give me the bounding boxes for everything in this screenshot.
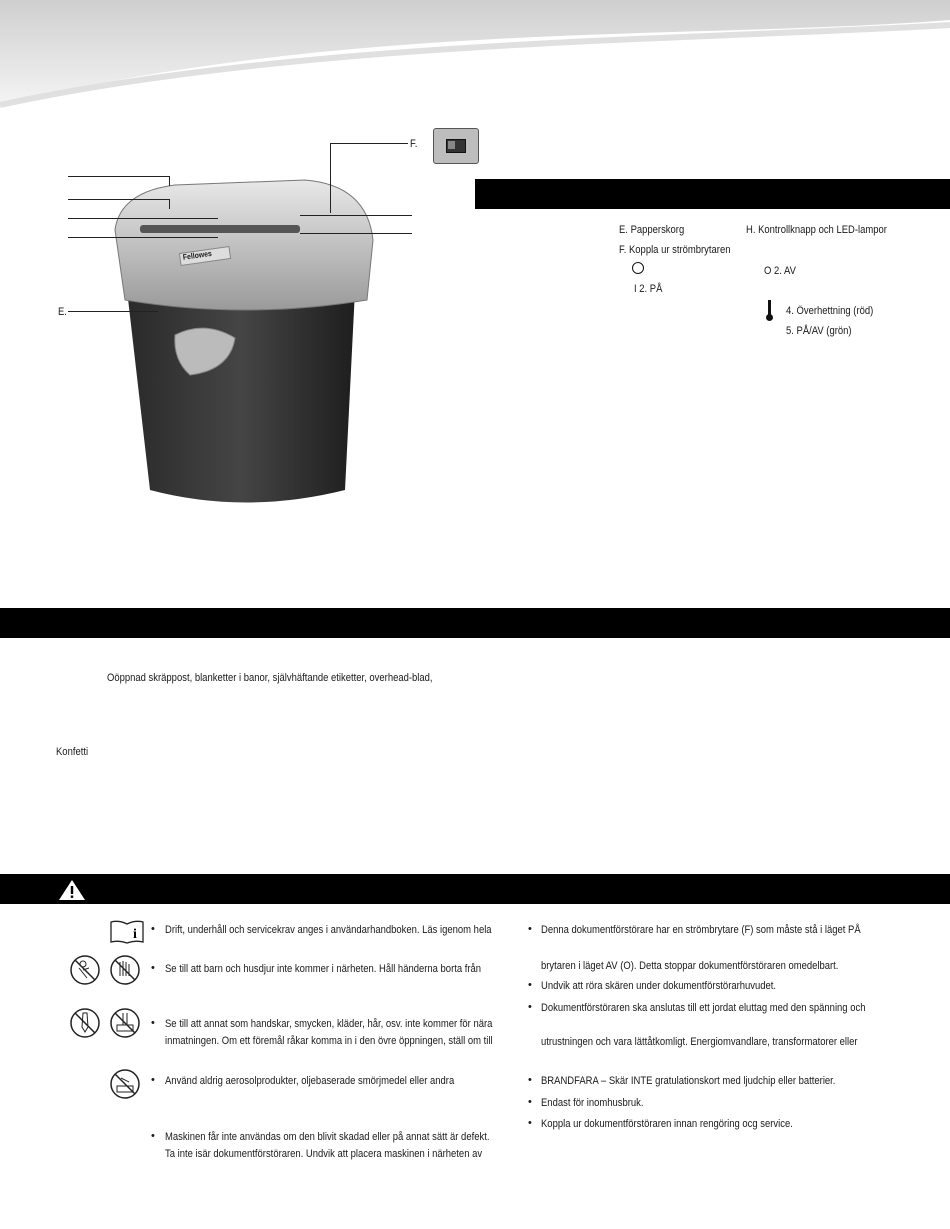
- safety-left-3: Se till att annat som handskar, smycken, kläder, hår, osv. inte kommer för nära: [165, 1018, 493, 1030]
- safety-left-1: Drift, underhåll och servicekrav anges i användarhandboken. Läs igenom hela: [165, 924, 492, 936]
- brand-logo-text: Fellowes: [182, 248, 213, 262]
- part-e-text: E. Papperskorg: [619, 224, 685, 236]
- power-switch-icon: [433, 128, 479, 164]
- safety-left-5b: Ta inte isär dokumentförstöraren. Undvik att placera maskinen i närheten av: [165, 1148, 483, 1160]
- safety-left-3b: inmatningen. Om ett föremål råkar komma in i den övre öppningen, ställ om till: [165, 1035, 493, 1047]
- safety-right-5: Endast för inomhusbruk.: [541, 1097, 644, 1109]
- shreds-text: Oöppnad skräppost, blanketter i banor, självhäftande etiketter, overhead-blad,: [107, 672, 433, 684]
- safety-right-4: BRANDFARA – Skär INTE gratulationskort med ljudchip eller batterier.: [541, 1075, 836, 1087]
- svg-text:i: i: [133, 927, 137, 942]
- capabilities-heading-bar: [0, 608, 950, 638]
- safety-right-3: Dokumentförstöraren ska anslutas till ett jordat eluttag med den spänning och: [541, 1002, 866, 1014]
- no-ties-icon: [69, 1007, 101, 1039]
- callout-label-e: E.: [58, 306, 67, 318]
- no-aerosol-icon: [109, 1068, 141, 1100]
- callout-label-f: F.: [410, 138, 418, 150]
- cut-type-text: Konfetti: [56, 746, 89, 758]
- warning-icon: [58, 879, 86, 901]
- part-h-off-text: O 2. AV: [764, 265, 796, 277]
- no-hands-icon: [109, 954, 141, 986]
- safety-left-2: Se till att barn och husdjur inte kommer i närheten. Håll händerna borta från: [165, 963, 482, 975]
- safety-right-3b: utrustningen och vara lättåtkomligt. Energiomvandlare, transformatorer eller: [541, 1036, 858, 1048]
- safety-heading-bar: [0, 874, 950, 904]
- part-h-power-text: 5. PÅ/AV (grön): [786, 325, 852, 337]
- part-h-text: H. Kontrollknapp och LED-lampor: [746, 224, 887, 236]
- safety-right-6: Koppla ur dokumentförstöraren innan rengöring ocg service.: [541, 1118, 793, 1130]
- no-hair-icon: [109, 1007, 141, 1039]
- off-circle-icon: [632, 262, 644, 274]
- header-swoosh: [0, 0, 950, 120]
- part-f-on-text: I 2. PÅ: [634, 283, 663, 295]
- safety-left-5: Maskinen får inte användas om den blivit skadad eller på annat sätt är defekt.: [165, 1131, 490, 1143]
- safety-right-1b: brytaren i läget AV (O). Detta stoppar dokumentförstöraren omedelbart.: [541, 960, 839, 972]
- no-children-icon: [69, 954, 101, 986]
- safety-right-2: Undvik att röra skären under dokumentförstörarhuvudet.: [541, 980, 777, 992]
- part-h-overheat-text: 4. Överhettning (röd): [786, 305, 874, 317]
- part-f-text: F. Koppla ur strömbrytaren: [619, 244, 731, 256]
- safety-left-4: Använd aldrig aerosolprodukter, oljebaserade smörjmedel eller andra: [165, 1075, 455, 1087]
- shredder-illustration: [105, 170, 385, 530]
- parts-heading-bar: [475, 179, 950, 209]
- safety-right-1: Denna dokumentförstörare har en strömbrytare (F) som måste stå i läget PÅ: [541, 924, 861, 936]
- manual-info-icon: [109, 920, 145, 944]
